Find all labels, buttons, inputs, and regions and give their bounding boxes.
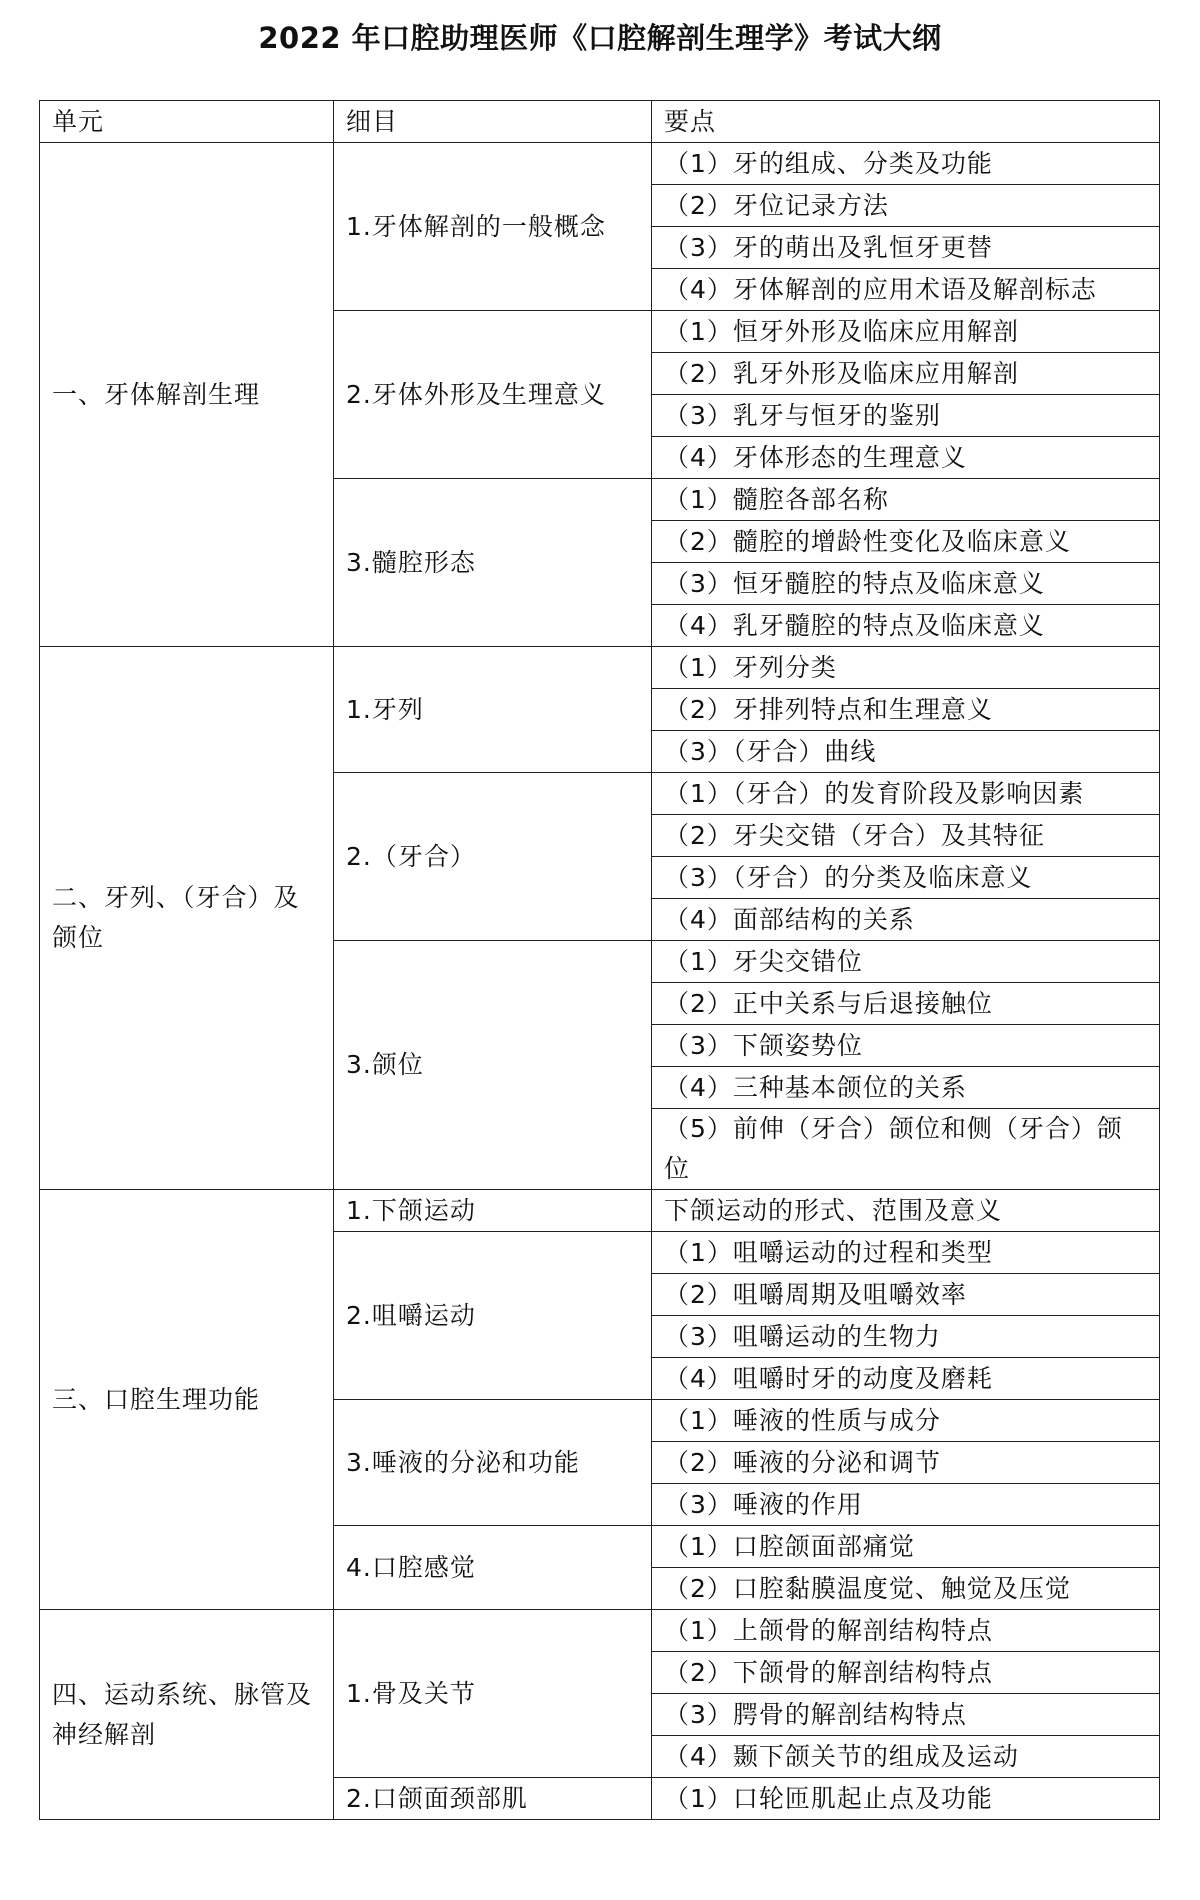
point-cell: （4）乳牙髓腔的特点及临床意义 <box>652 605 1160 647</box>
unit-cell: 三、口腔生理功能 <box>40 1190 334 1610</box>
point-cell: （3）乳牙与恒牙的鉴别 <box>652 395 1160 437</box>
point-cell: （1）咀嚼运动的过程和类型 <box>652 1232 1160 1274</box>
item-cell: 1.牙体解剖的一般概念 <box>334 143 652 311</box>
item-cell: 2.口颌面颈部肌 <box>334 1778 652 1820</box>
point-cell: （1）唾液的性质与成分 <box>652 1400 1160 1442</box>
point-cell: （2）咀嚼周期及咀嚼效率 <box>652 1274 1160 1316</box>
point-cell: （4）三种基本颌位的关系 <box>652 1067 1160 1109</box>
table-row <box>40 1610 1160 1652</box>
table-header-row <box>40 101 1160 143</box>
point-cell: （2）唾液的分泌和调节 <box>652 1442 1160 1484</box>
point-cell: （3）唾液的作用 <box>652 1484 1160 1526</box>
point-cell: （1）牙列分类 <box>652 647 1160 689</box>
header-item: 细目 <box>334 101 652 143</box>
item-cell: 1.下颌运动 <box>334 1190 652 1232</box>
table-row <box>40 647 1160 689</box>
document-title: 2022 年口腔助理医师《口腔解剖生理学》考试大纲 <box>258 21 942 55</box>
point-cell: （1）上颌骨的解剖结构特点 <box>652 1610 1160 1652</box>
item-cell: 3.唾液的分泌和功能 <box>334 1400 652 1526</box>
table-row <box>40 1190 1160 1232</box>
point-cell: （2）乳牙外形及临床应用解剖 <box>652 353 1160 395</box>
point-cell: （3）咀嚼运动的生物力 <box>652 1316 1160 1358</box>
header-unit: 单元 <box>40 101 334 143</box>
point-cell: （1）恒牙外形及临床应用解剖 <box>652 311 1160 353</box>
point-cell: （3）腭骨的解剖结构特点 <box>652 1694 1160 1736</box>
point-cell: （4）面部结构的关系 <box>652 899 1160 941</box>
point-cell: （1）（牙合）的发育阶段及影响因素 <box>652 773 1160 815</box>
point-cell: （4）牙体解剖的应用术语及解剖标志 <box>652 269 1160 311</box>
point-cell: （2）牙尖交错（牙合）及其特征 <box>652 815 1160 857</box>
item-cell: 2.牙体外形及生理意义 <box>334 311 652 479</box>
item-cell: 1.牙列 <box>334 647 652 773</box>
point-cell: （3）（牙合）曲线 <box>652 731 1160 773</box>
unit-cell: 四、运动系统、脉管及神经解剖 <box>40 1610 334 1820</box>
item-cell: 4.口腔感觉 <box>334 1526 652 1610</box>
point-cell: （2）牙排列特点和生理意义 <box>652 689 1160 731</box>
point-cell: （3）下颌姿势位 <box>652 1025 1160 1067</box>
table-row <box>40 143 1160 185</box>
point-cell: （2）髓腔的增龄性变化及临床意义 <box>652 521 1160 563</box>
header-point: 要点 <box>652 101 1160 143</box>
point-cell: （3）（牙合）的分类及临床意义 <box>652 857 1160 899</box>
point-cell: （2）口腔黏膜温度觉、触觉及压觉 <box>652 1568 1160 1610</box>
exam-outline-table <box>39 100 1160 1820</box>
point-cell: （5）前伸（牙合）颌位和侧（牙合）颌位 <box>652 1109 1160 1190</box>
item-cell: 3.颌位 <box>334 941 652 1190</box>
unit-cell: 二、牙列、（牙合）及颌位 <box>40 647 334 1190</box>
point-cell: （4）咀嚼时牙的动度及磨耗 <box>652 1358 1160 1400</box>
item-cell: 1.骨及关节 <box>334 1610 652 1778</box>
point-cell: （4）牙体形态的生理意义 <box>652 437 1160 479</box>
point-cell: （2）下颌骨的解剖结构特点 <box>652 1652 1160 1694</box>
point-cell: （1）牙尖交错位 <box>652 941 1160 983</box>
point-cell: （3）牙的萌出及乳恒牙更替 <box>652 227 1160 269</box>
item-cell: 2.咀嚼运动 <box>334 1232 652 1400</box>
item-cell: 3.髓腔形态 <box>334 479 652 647</box>
unit-cell: 一、牙体解剖生理 <box>40 143 334 647</box>
point-cell: 下颌运动的形式、范围及意义 <box>652 1190 1160 1232</box>
point-cell: （1）口轮匝肌起止点及功能 <box>652 1778 1160 1820</box>
point-cell: （3）恒牙髓腔的特点及临床意义 <box>652 563 1160 605</box>
point-cell: （2）牙位记录方法 <box>652 185 1160 227</box>
item-cell: 2.（牙合） <box>334 773 652 941</box>
point-cell: （2）正中关系与后退接触位 <box>652 983 1160 1025</box>
point-cell: （1）牙的组成、分类及功能 <box>652 143 1160 185</box>
point-cell: （4）颞下颌关节的组成及运动 <box>652 1736 1160 1778</box>
point-cell: （1）髓腔各部名称 <box>652 479 1160 521</box>
point-cell: （1）口腔颌面部痛觉 <box>652 1526 1160 1568</box>
